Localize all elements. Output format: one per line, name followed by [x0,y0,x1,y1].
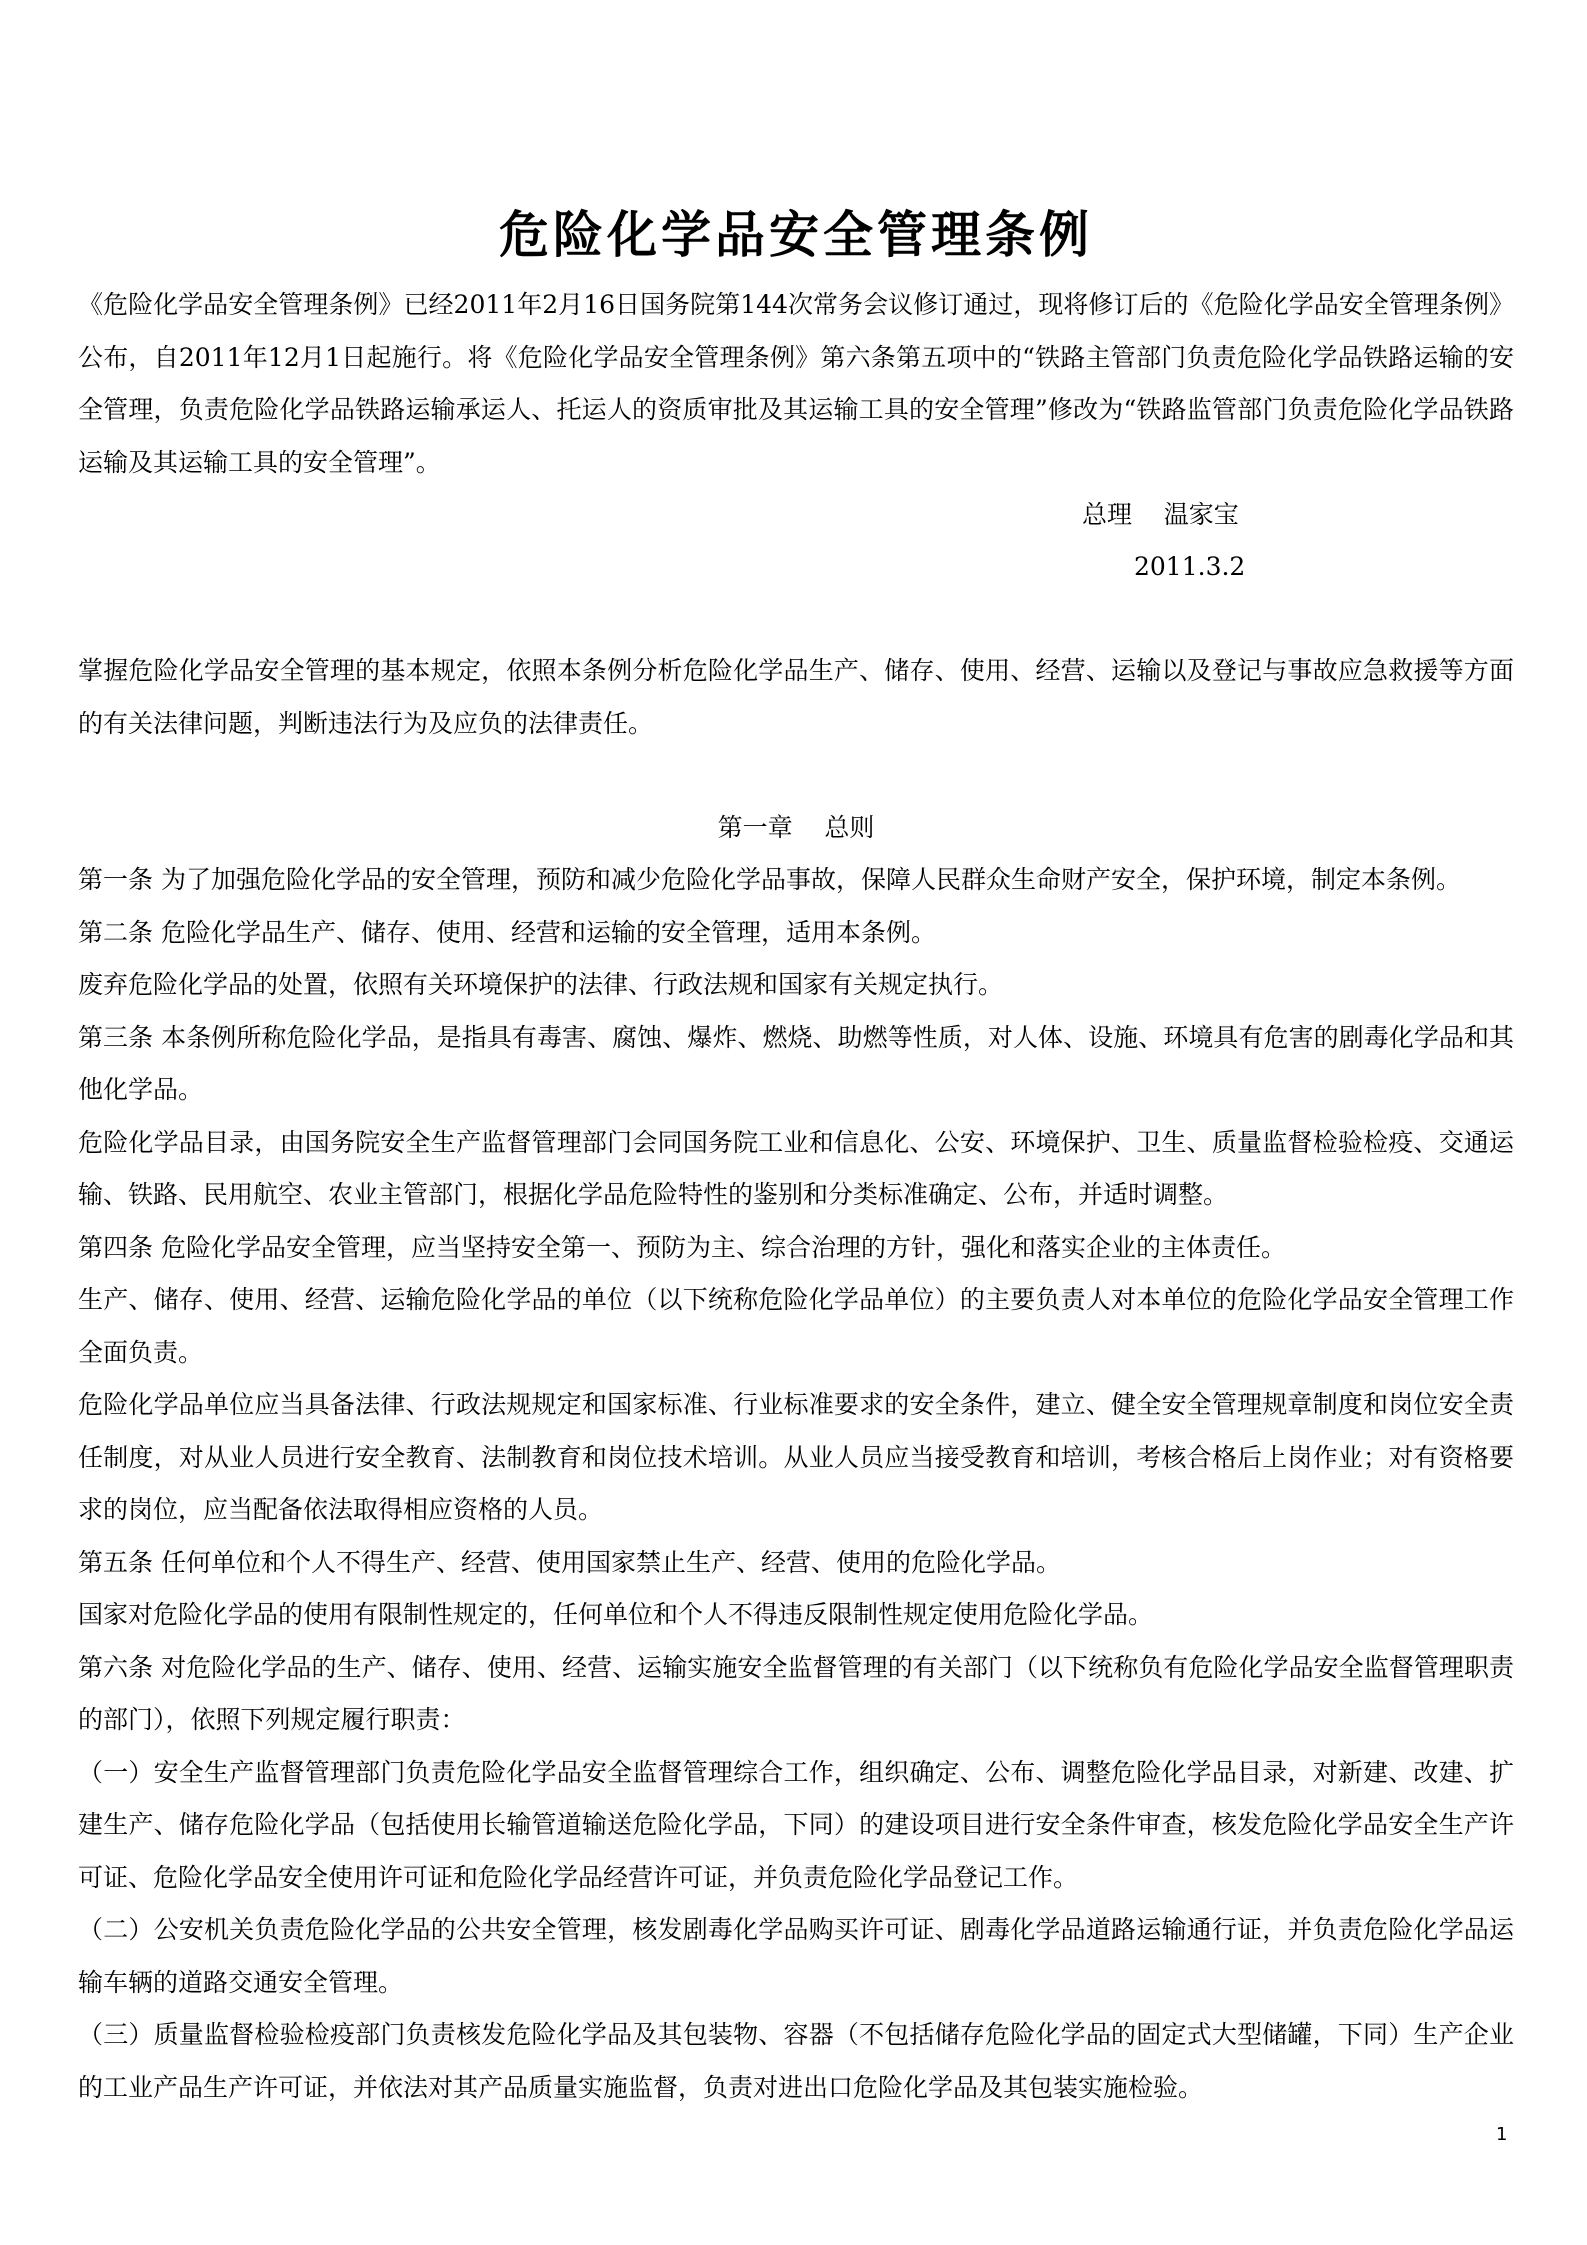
article-paragraph: 国家对危险化学品的使用有限制性规定的，任何单位和个人不得违反限制性规定使用危险化学品。 [78,1600,1154,1629]
article-paragraph: 第四条 危险化学品安全管理，应当坚持安全第一、预防为主、综合治理的方针，强化和落实企业的主体责任。 [78,1232,1286,1262]
article-paragraph: 第三条 本条例所称危险化学品，是指具有毒害、腐蚀、爆炸、燃烧、助燃等性质，对人体、设施、环境具有危害的剧毒化学品和其他化学品。 [78,1022,1514,1104]
signature-date: 2011.3.2 [1134,552,1246,581]
chapter-heading: 第一章 总则 [717,813,875,842]
article-paragraph: （二）公安机关负责危险化学品的公共安全管理，核发剧毒化学品购买许可证、剧毒化学品道路运输通行证，并负责危险化学品运输车辆的道路交通安全管理。 [78,1915,1514,1997]
blank-line [78,750,1514,802]
article-paragraph: 危险化学品目录，由国务院安全生产监督管理部门会同国务院工业和信息化、公安、环境保护、卫生、质量监督检验检疫、交通运输、铁路、民用航空、农业主管部门，根据化学品危险特性的鉴别和分类标准确定、公布，并适时调整。 [78,1127,1514,1209]
article-paragraph: 废弃危险化学品的处置，依照有关环境保护的法律、行政法规和国家有关规定执行。 [78,970,1004,999]
document-page [78,195,1514,2114]
summary-paragraph: 掌握危险化学品安全管理的基本规定，依照本条例分析危险化学品生产、储存、使用、经营、运输以及登记与事故应急救援等方面的有关法律问题，判断违法行为及应负的法律责任。 [78,656,1514,738]
page-number: 1 [1496,2124,1508,2145]
blank-line [78,593,1514,645]
article-paragraph: 第五条 任何单位和个人不得生产、经营、使用国家禁止生产、经营、使用的危险化学品。 [78,1547,1061,1577]
article-paragraph: 第二条 危险化学品生产、储存、使用、经营和运输的安全管理，适用本条例。 [78,917,936,947]
article-paragraph: 危险化学品单位应当具备法律、行政法规规定和国家标准、行业标准要求的安全条件，建立、健全安全管理规章制度和岗位安全责任制度，对从业人员进行安全教育、法制教育和岗位技术培训。从业人员应当接受教育和培训，考核合格后上岗作业；对有资格要求的岗位，应当配备依法取得相应资格的人员。 [78,1390,1514,1524]
article-paragraph: 第六条 对危险化学品的生产、储存、使用、经营、运输实施安全监督管理的有关部门（以下统称负有危险化学品安全监督管理职责的部门），依照下列规定履行职责： [78,1652,1514,1734]
article-paragraph: 第一条 为了加强危险化学品的安全管理，预防和减少危险化学品事故，保障人民群众生命财产安全，保护环境，制定本条例。 [78,865,1461,894]
preamble-paragraph: 《危险化学品安全管理条例》已经2011年2月16日国务院第144次常务会议修订通过，现将修订后的《危险化学品安全管理条例》公布，自2011年12月1日起施行。将《危险化学品安全管理条例》第六条第五项中的“铁路主管部门负责危险化学品铁路运输的安全管理，负责危险化学品铁路运输承运人、托运人的资质审批及其运输工具的安全管理”修改为“铁路监管部门负责危险化学品铁路运输及其运输工具的安全管理”。 [78,290,1514,477]
signature-name: 总理 温家宝 [1082,500,1239,529]
article-paragraph: （三）质量监督检验检疫部门负责核发危险化学品及其包装物、容器（不包括储存危险化学品的固定式大型储罐，下同）生产企业的工业产品生产许可证，并依法对其产品质量实施监督，负责对进出口危险化学品及其包装实施检验。 [78,2020,1514,2102]
article-paragraph: 生产、储存、使用、经营、运输危险化学品的单位（以下统称危险化学品单位）的主要负责人对本单位的危险化学品安全管理工作全面负责。 [78,1285,1514,1367]
article-paragraph: （一）安全生产监督管理部门负责危险化学品安全监督管理综合工作，组织确定、公布、调整危险化学品目录，对新建、改建、扩建生产、储存危险化学品（包括使用长输管道输送危险化学品，下同）的建设项目进行安全条件审查，核发危险化学品安全生产许可证、危险化学品安全使用许可证和危险化学品经营许可证，并负责危险化学品登记工作。 [78,1757,1514,1892]
document-title: 危险化学品安全管理条例 [499,205,1093,264]
